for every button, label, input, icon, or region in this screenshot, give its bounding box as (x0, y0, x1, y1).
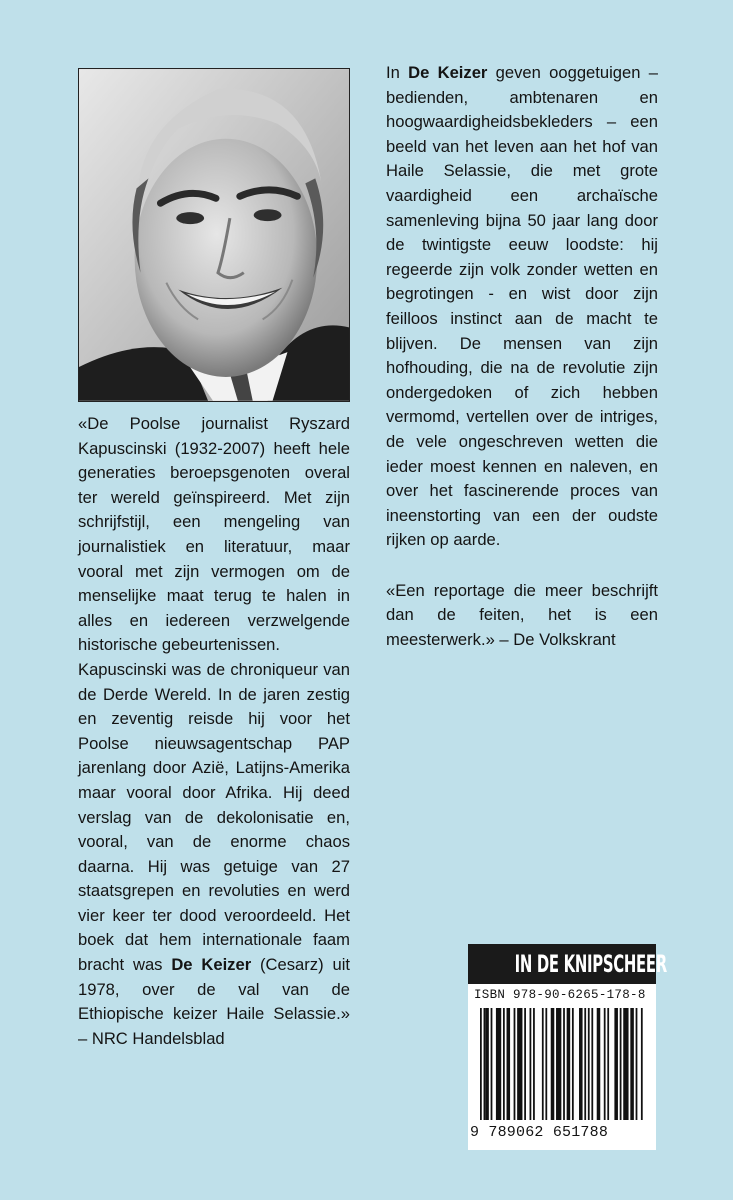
right-paragraph-1-start: In (386, 63, 409, 82)
left-paragraph-2-end: (Cesarz) uit 1978, over de val van de Ethiopische keizer Haile Selassie.» – NRC Handelsblad (78, 955, 350, 1048)
barcode-bar (563, 1008, 565, 1120)
barcode-bar (480, 1008, 482, 1120)
barcode-bar (630, 1008, 634, 1120)
left-paragraph-2-text: Kapuscinski was de chroniqueur van de Derde Wereld. In de jaren zestig en zeventig reisde hij voor het Poolse nieuwsagentschap PAP jarenlang door Azië, Latijns-Amerika maar vooral door Afrika. Hij deed verslag van de dekolonisatie en, vooral, van de enorme chaos daarna. Hij was getuige van 27 staatsgrepen en revoluties en werd vier keer ter dood veroordeeld. Het boek dat hem internationale faam bracht was (78, 659, 350, 975)
barcode-bar (556, 1008, 561, 1120)
barcode-bar (484, 1008, 486, 1120)
portrait-illustration (79, 69, 349, 401)
barcode-bar (641, 1008, 643, 1120)
barcode-bar (597, 1008, 601, 1120)
ean-number: 9 789062 651788 (470, 1124, 609, 1141)
barcode-bar (584, 1008, 586, 1120)
barcode-bar (636, 1008, 638, 1120)
barcode-bar (491, 1008, 493, 1120)
right-text-column (386, 61, 658, 653)
barcode-graphic (480, 1008, 648, 1120)
publisher-name: IN DE KNIPSCHEER (514, 950, 667, 978)
barcode-bar (551, 1008, 555, 1120)
left-paragraph-1: «De Poolse journalist Ryszard Kapuscinski (1932-2007) heeft hele generaties beroepsgenoten overal ter wereld geïnspireerd. Met zijn schrijfstijl, een mengeling van journalistiek en literatuur, maar vooral met zijn vermogen om de menselijke maat terug te halen in alles en iedereen verzwelgende historische gebeurtenissen. (78, 414, 350, 655)
barcode-bars (480, 1008, 648, 1120)
barcode-bar (572, 1008, 574, 1120)
barcode-bar (545, 1008, 547, 1120)
barcode-bar (620, 1008, 622, 1120)
left-paragraph-2 (78, 658, 350, 1052)
barcode-bar (588, 1008, 590, 1120)
barcode-bar (614, 1008, 618, 1120)
barcode-bar (533, 1008, 535, 1120)
author-portrait-photo (78, 68, 350, 402)
barcode-bar (542, 1008, 544, 1120)
barcode-box (468, 944, 667, 1150)
barcode-bar (507, 1008, 511, 1120)
barcode-bar (591, 1008, 593, 1120)
isbn-text: ISBN 978-90-6265-178-8 (474, 988, 646, 1002)
barcode-bar (567, 1008, 571, 1120)
publisher-logo (468, 944, 667, 984)
barcode-bar (607, 1008, 609, 1120)
book-title-bold-right: De Keizer (408, 63, 488, 82)
barcode-bar (604, 1008, 606, 1120)
right-paragraph-1 (386, 61, 658, 553)
barcode-bar (530, 1008, 532, 1120)
barcode-bar (485, 1008, 489, 1120)
barcode-bar (514, 1008, 516, 1120)
barcode-bar (623, 1008, 628, 1120)
barcode-bar (496, 1008, 501, 1120)
left-text-column (78, 412, 350, 1051)
barcode-bar (517, 1008, 522, 1120)
right-paragraph-1-text: geven ooggetuigen – bedienden, ambtenaren en hoogwaardigheidsbekleders – een beeld van het leven aan het hof van Haile Selassie, die met grote vaardigheid een archaïsche samenleving bijna 50 jaar lang door de twintigste eeuw loodste: hij regeerde zijn volk zonder wetten en begrotingen - en wist door zijn feilloos instinct aan de macht te blijven. De mensen van zijn hofhouding, die na de revolutie zijn ondergedoken of zich hebben vermomd, vertellen over de intriges, de vele ongeschreven wetten die ieder moest kennen en naleven, en over het fascinerende proces van ineenstorting van een der oudste rijken op aarde. (386, 63, 658, 550)
book-title-bold: De Keizer (171, 955, 252, 975)
barcode-bar (579, 1008, 583, 1120)
volkskrant-quote: «Een reportage die meer beschrijft dan de feiten, het is een meesterwerk.» – De Volkskrant (386, 580, 658, 650)
barcode-bar (524, 1008, 526, 1120)
barcode-bar (503, 1008, 505, 1120)
